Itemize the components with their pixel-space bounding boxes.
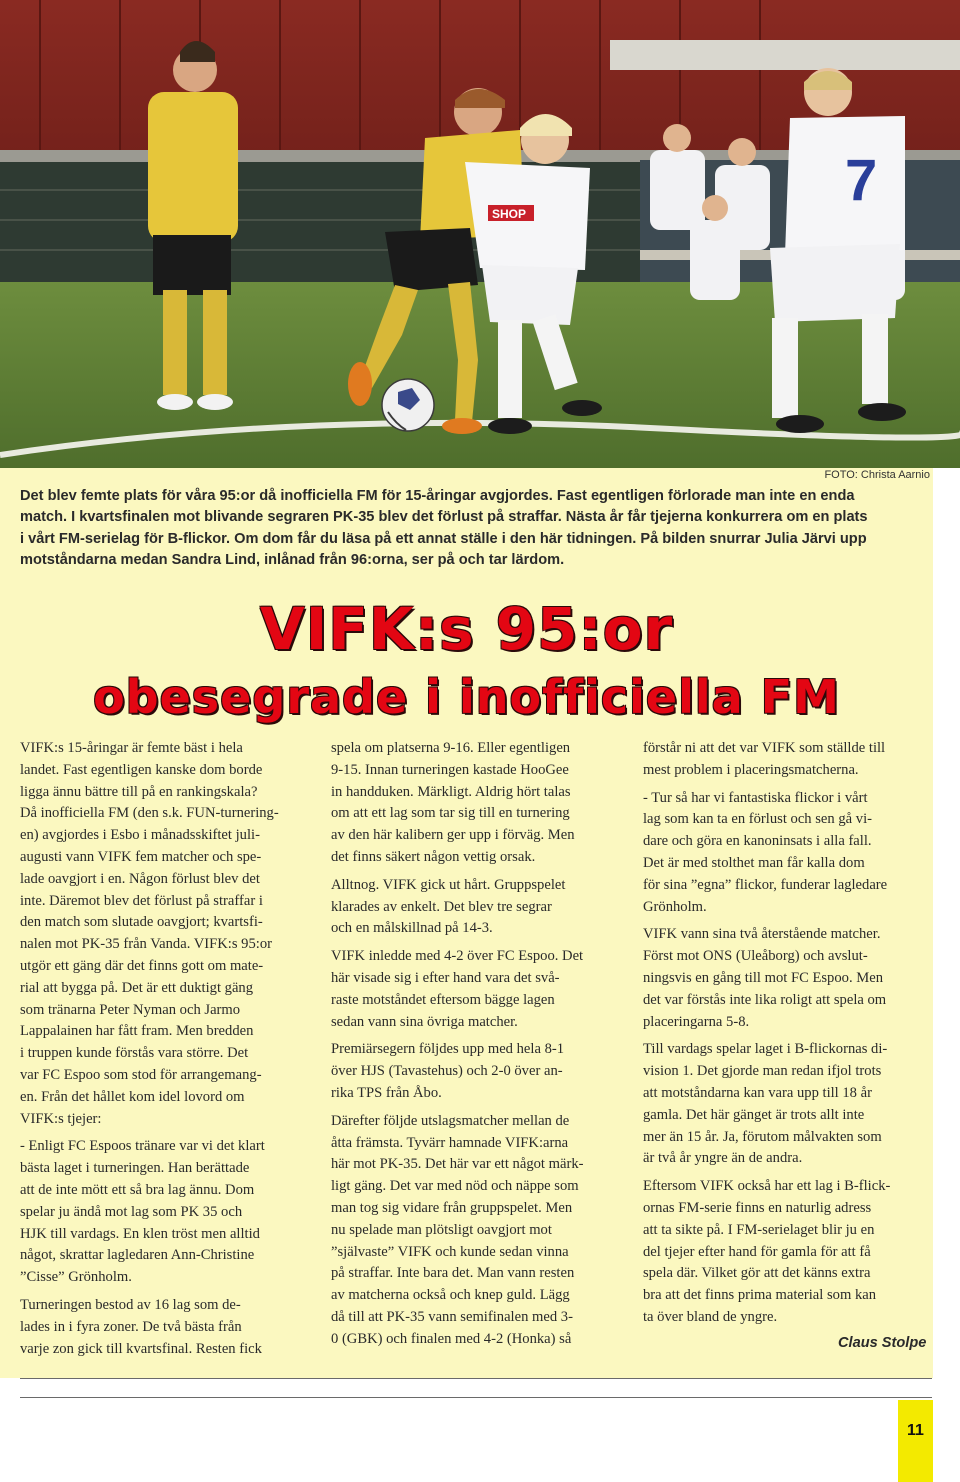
- article-line: lades in i fyra zoner. De två bästa från: [20, 1318, 242, 1335]
- article-line: - Enligt FC Espoos tränare var vi det klart: [20, 1138, 265, 1155]
- sponsor-text: SHOP: [492, 207, 527, 221]
- article-line: att de inte mött ett så bra lag ännu. Dom: [20, 1181, 255, 1198]
- article-line: HJK till vardags. En klen tröst men alltid: [20, 1225, 260, 1242]
- article-paragraph: [20, 1136, 312, 1289]
- article-column-1: [20, 738, 312, 1366]
- article-line: ornas FM-serie finns en naturlig adress: [643, 1199, 872, 1216]
- article-line: över HJS (Tavastehus) och 2-0 över an-: [331, 1063, 563, 1080]
- photo-credit: FOTO: Christa Aarnio: [824, 469, 930, 481]
- article-line: sedan vann sina övriga matcher.: [331, 1013, 518, 1030]
- article-line: här mot PK-35. Det här var ett något märk-: [331, 1156, 584, 1173]
- article-line: ”Cisse” Grönholm.: [20, 1269, 132, 1286]
- footer-rule: [20, 1397, 932, 1398]
- article-paragraph: [331, 1039, 626, 1104]
- article-column-3: [643, 738, 935, 1335]
- article-line: förstår ni att det var VIFK som ställde till: [643, 740, 886, 756]
- article-line: ligt gäng. Det var med nöd och näppe som: [331, 1178, 579, 1195]
- article-line: landet. Fast egentligen kanske dom borde: [20, 761, 263, 778]
- article-line: om att ett lag som tar sig till en turnering: [331, 805, 570, 822]
- page-number: 11: [907, 1422, 924, 1439]
- article-line: bra att det finns prima material som kan: [643, 1287, 877, 1304]
- article-line: Därefter följde utslagsmatcher mellan de: [331, 1112, 570, 1129]
- article-paragraph: [331, 738, 626, 869]
- article-line: spelar ju ändå mot lag som PK 35 och: [20, 1203, 243, 1220]
- article-line: bästa laget i turneringen. Han berättade: [20, 1160, 250, 1177]
- article-line: och en målskillnad på 14-3.: [331, 920, 493, 937]
- article-line: del tjejer efter hand för gamla för att få: [643, 1243, 871, 1260]
- article-column-2: [331, 738, 626, 1357]
- article-line: mer än 15 år. Ja, förutom målvakten som: [643, 1128, 882, 1145]
- article-line: lag som kan ta en förlust och sen gå vi-: [643, 811, 872, 828]
- article-line: varje zon gick till kvartsfinal. Resten fick: [20, 1340, 262, 1357]
- article-line: VIFK vann sina två återstående matcher.: [643, 926, 881, 943]
- caption-line: Det blev femte plats för våra 95:or då inofficiella FM för 15-åringar avgjordes. Fast egentligen förlorade man inte en enda: [20, 488, 855, 504]
- article-line: Alltnog. VIFK gick ut hårt. Gruppspelet: [331, 876, 566, 893]
- article-line: en) avgjordes i Esbo i månadsskiftet juli-: [20, 827, 260, 844]
- caption-line: i vårt FM-serielag för B-flickor. Om dom får du läsa på ett annat ställe i den här tidningen. På bilden snurrar Julia Järvi upp: [20, 530, 867, 547]
- article-line: lade oavgjort i en. Någon förlust blev det: [20, 870, 260, 887]
- article-line: raste motståndet eftersom bägge lagen: [331, 991, 555, 1008]
- article-paragraph: [643, 1039, 935, 1170]
- article-line: in handduken. Märkligt. Aldrig hört talas: [331, 783, 571, 800]
- article-paragraph: [643, 788, 935, 919]
- article-line: som tränarna Peter Nyman och Jarmo: [20, 1001, 241, 1018]
- article-line: nu spelade man plötsligt oavgjort mot: [331, 1221, 552, 1238]
- article-paragraph: [20, 1295, 312, 1360]
- article-line: nalen mot PK-35 från Vanda. VIFK:s 95:or: [20, 936, 272, 953]
- article-paragraph: [643, 738, 935, 782]
- jersey-number: 7: [845, 148, 878, 213]
- article-line: mest problem i placeringsmatcherna.: [643, 761, 859, 778]
- headline-line-1: VIFK:s 95:or: [259, 595, 674, 663]
- article-line: augusti vann VIFK fem matcher och spe-: [20, 848, 262, 865]
- article-line: ta över bland de yngre.: [643, 1308, 778, 1325]
- article-line: Då inofficiella FM (den s.k. FUN-turnering-: [20, 805, 279, 822]
- article-line: dare och göra en kanoninsats i alla fall.: [643, 833, 872, 850]
- article-line: 9-15. Innan turneringen kastade HooGee: [331, 761, 569, 778]
- article-line: rika TPS från Åbo.: [331, 1084, 442, 1101]
- article-line: att motståndarna kan vara upp till 18 år: [643, 1084, 872, 1101]
- article-line: Till vardags spelar laget i B-flickornas di-: [643, 1041, 888, 1058]
- bottom-rule: [20, 1378, 932, 1379]
- article-paragraph: [331, 946, 626, 1033]
- article-line: ningsvis en gång till mot FC Espoo. Men: [643, 969, 883, 986]
- headline-line-2: obesegrade i inofficiella FM: [93, 670, 840, 724]
- article-line: i truppen kunde förstås vara större. Det: [20, 1045, 249, 1062]
- page-number-box: [898, 1400, 933, 1482]
- photo-caption: [20, 486, 935, 572]
- article-line: Premiärsegern följdes upp med hela 8-1: [331, 1041, 565, 1058]
- article-line: 0 (GBK) och finalen med 4-2 (Honka) så: [331, 1330, 572, 1347]
- article-line: Det är med stolthet man får kalla dom: [643, 854, 865, 871]
- article-line: åtta främsta. Tyvärr hamnade VIFK:arna: [331, 1134, 569, 1151]
- article-line: av den här kalibern ger upp i förväg. Men: [331, 827, 575, 844]
- article-line: placeringarna 5-8.: [643, 1013, 750, 1030]
- caption-line: motståndarna medan Sandra Lind, inlånad från 96:orna, ser på och tar lärdom.: [20, 552, 565, 569]
- article-line: Grönholm.: [643, 898, 707, 915]
- article-line: utgör ett gäng där det finns gott om mate-: [20, 957, 264, 974]
- article-line: är två år yngre än de andra.: [643, 1150, 803, 1167]
- article-line: något, skrattar lagledaren Ann-Christine: [20, 1247, 255, 1264]
- article-line: ligga ännu bättre till på en rankingskala?: [20, 783, 258, 800]
- article-paragraph: [331, 875, 626, 940]
- article-line: Turneringen bestod av 16 lag som de-: [20, 1296, 241, 1313]
- photo-illustration: [0, 0, 960, 468]
- article-line: här visade sig i efter hand vara det svå-: [331, 969, 560, 986]
- article-line: var FC Espoo som stod för arrangemang-: [20, 1066, 262, 1083]
- article-line: Eftersom VIFK också har ett lag i B-flick-: [643, 1178, 891, 1195]
- article-line: VIFK:s tjejer:: [20, 1110, 102, 1127]
- article-photo: [0, 0, 960, 468]
- article-line: VIFK inledde med 4-2 över FC Espoo. Det: [331, 948, 584, 965]
- article-line: det var förstås inte lika roligt att spela om: [643, 991, 887, 1008]
- article-line: spela där. Vilket gör att det känns extra: [643, 1265, 871, 1282]
- article-line: Lappalainen har fått fram. Men bredden: [20, 1023, 254, 1040]
- article-line: rial att bygga på. Det är ett duktigt gäng: [20, 979, 254, 996]
- article-line: gamla. Det här gänget är trots allt inte: [643, 1106, 865, 1123]
- article-line: den match som slutade oavgjort; kvartsfi-: [20, 914, 263, 931]
- article-line: spela om platserna 9-16. Eller egentligen: [331, 740, 571, 756]
- article-line: ”självaste” VIFK och kunde sedan vinna: [331, 1243, 569, 1260]
- article-line: VIFK:s 15-åringar är femte bäst i hela: [20, 740, 243, 756]
- article-paragraph: [643, 1176, 935, 1329]
- article-line: då till att PK-35 vann semifinalen med 3-: [331, 1308, 573, 1325]
- article-line: inte. Däremot blev det förlust på straffar i: [20, 892, 263, 909]
- article-line: av matcherna också och knep guld. Lägg: [331, 1287, 570, 1304]
- article-line: en. Från det hållet kom idel lovord om: [20, 1088, 245, 1105]
- author-byline: Claus Stolpe: [838, 1335, 927, 1351]
- article-line: vision 1. Det gjorde man redan ifjol trots: [643, 1063, 882, 1080]
- caption-line: match. I kvartsfinalen mot blivande segraren PK-35 blev det förlust på straffar. Nästa år får tjejerna konkurrera om en plats: [20, 509, 868, 526]
- article-line: - Tur så har vi fantastiska flickor i vårt: [643, 789, 868, 806]
- article-paragraph: [643, 924, 935, 1033]
- article-line: på straffar. Inte bara det. Man vann resten: [331, 1265, 575, 1282]
- article-line: man tog sig vidare från gruppspelet. Men: [331, 1199, 573, 1216]
- article-line: klarades av enkelt. Det blev tre segrar: [331, 898, 552, 915]
- article-line: att ta sikte på. I FM-serielaget blir ju en: [643, 1221, 875, 1238]
- article-paragraph: [20, 738, 312, 1130]
- article-line: för sina ”egna” flickor, funderar lagledare: [643, 876, 888, 893]
- article-line: Först mot ONS (Uleåborg) och avslut-: [643, 948, 868, 965]
- football: [382, 379, 434, 431]
- article-paragraph: [331, 1111, 626, 1351]
- article-line: det finns säkert någon vettig orsak.: [331, 848, 536, 865]
